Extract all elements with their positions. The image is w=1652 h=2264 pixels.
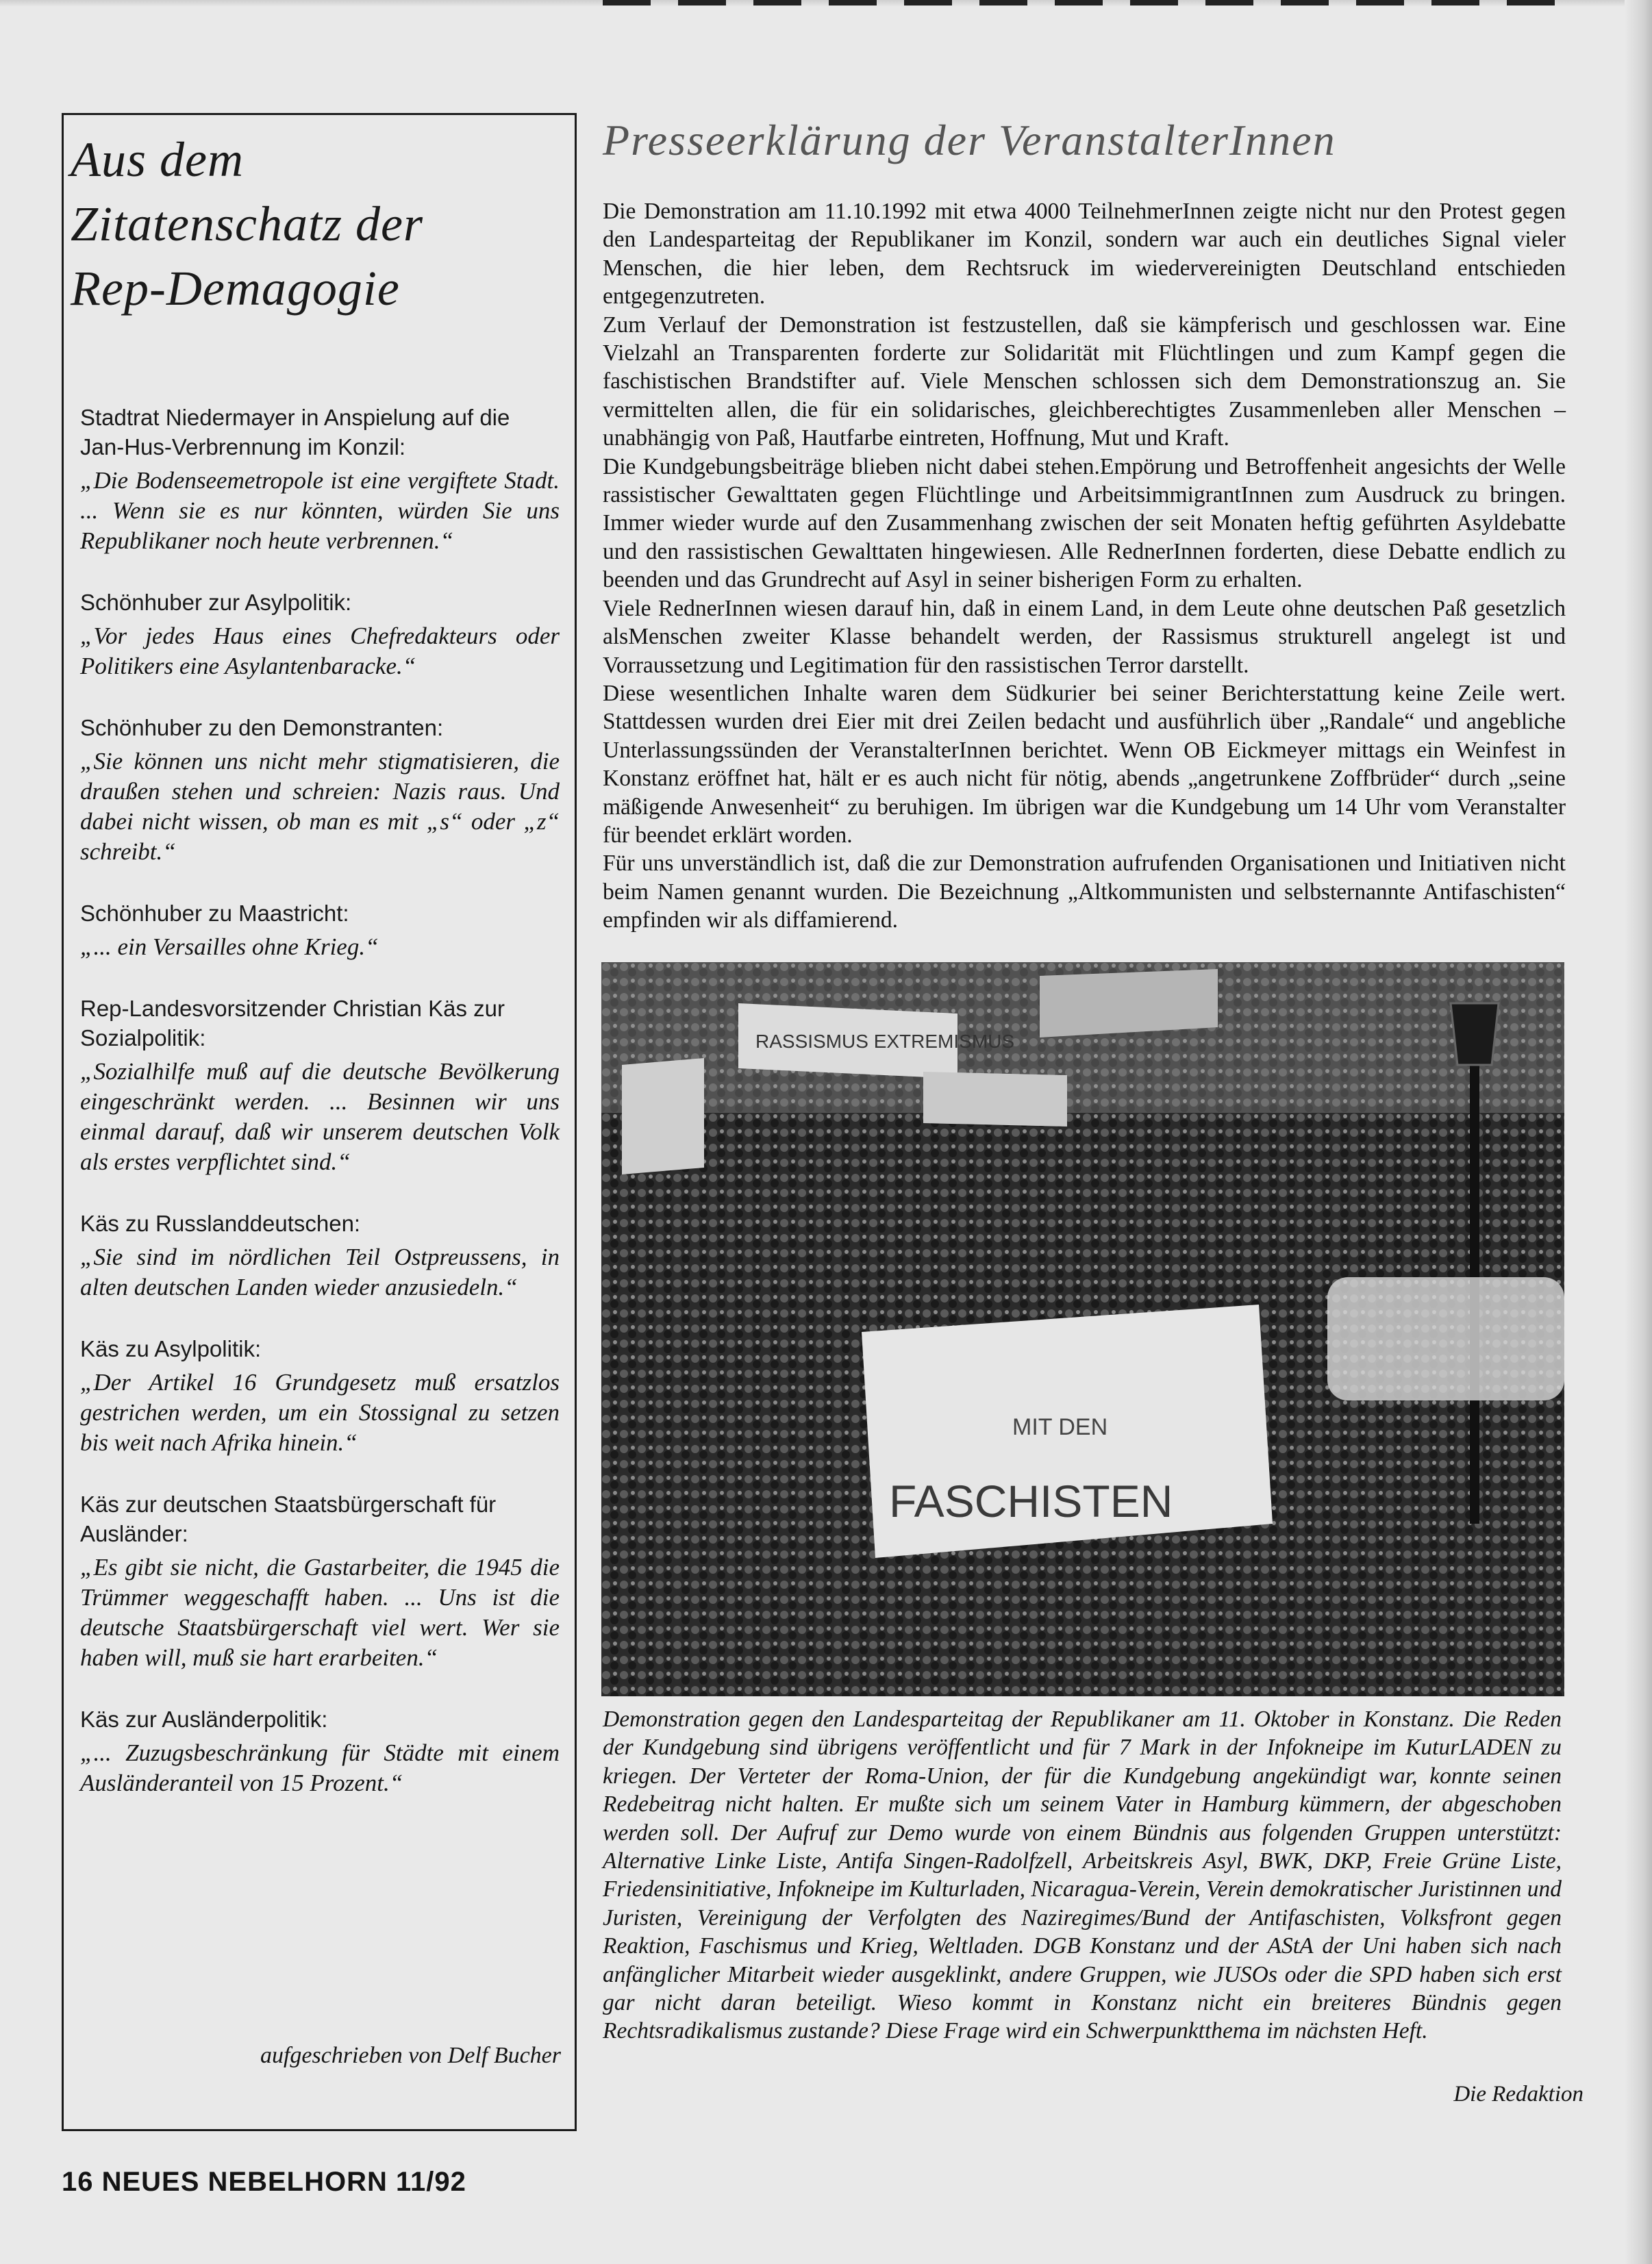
banner-text-top: RASSISMUS EXTREMISMUS — [755, 1031, 1015, 1052]
article-title: Presseerklärung der VeranstalterInnen — [603, 116, 1336, 164]
quote-box-byline: aufgeschrieben von Delf Bucher — [260, 2043, 561, 2068]
top-print-mark — [603, 0, 1562, 5]
quote-text: „Die Bodenseemetropole ist eine vergiftete Stadt. ... Wenn sie es nur könnten, würden Sie uns Republikaner noch heute verbrennen.“ — [80, 467, 560, 554]
article-paragraph: Zum Verlauf der Demonstration ist festzustellen, daß sie kämpferisch und geschlossen war. Eine Vielzahl an Transparenten forderte zur Solidarität mit Flüchtlingen und zum Kampf gegen die faschistischen Brandstifter auf. Viele Menschen schlossen sich dem Demonstrationszug an. Sie vermittelten allen, die für ein solidarisches, gleichberechtigtes Zusammenleben aller Menschen – unabhängig von Paß, Hautfarbe eintreten, Hoffnung, Mut und Kraft. — [603, 312, 1566, 451]
banner-main — [862, 1305, 1273, 1558]
article-body — [603, 197, 1566, 935]
quote-box — [62, 113, 577, 2131]
quote-intro: Schönhuber zu Maastricht: — [80, 901, 349, 926]
quote-entry — [80, 1334, 560, 1458]
quote-text: „... Zuzugsbeschränkung für Städte mit einem Ausländeranteil von 15 Prozent.“ — [80, 1739, 560, 1796]
quote-entry — [80, 713, 560, 867]
caption-signature: Die Redaktion — [1453, 2082, 1584, 2106]
quote-box-title-line: Zitatenschatz der — [71, 197, 423, 251]
quote-text: „Sie sind im nördlichen Teil Ostpreussens, in alten deutschen Landen wieder anzusiedeln.“ — [80, 1244, 560, 1300]
article-paragraph: Die Demonstration am 11.10.1992 mit etwa 4000 TeilnehmerInnen zeigte nicht nur den Protest gegen den Landesparteitag der Republikaner im Konzil, sondern war auch ein deutliches Signal vieler Menschen, die hier leben, dem Rechtsruck im wiedervereinigten Deutschland entschieden entgegenzutreten. — [603, 199, 1566, 310]
banner-mid — [923, 1072, 1067, 1127]
quote-text: „Sie können uns nicht mehr stigmatisieren, die draußen stehen und schreien: Nazis raus. Und dabei nicht wissen, ob man es mit „s“ oder „z“ schreibt.“ — [80, 748, 560, 865]
quote-box-title-line: Aus dem — [71, 132, 244, 187]
quote-intro: Stadtrat Niedermayer in Anspielung auf die Jan-Hus-Verbrennung im Konzil: — [80, 405, 510, 460]
quote-intro: Käs zur deutschen Staatsbürgerschaft für Ausländer: — [80, 1492, 497, 1546]
quote-entry — [80, 588, 560, 681]
quote-box-title-line: Rep-Demagogie — [71, 261, 400, 316]
quote-intro: Schönhuber zur Asylpolitik: — [80, 590, 352, 615]
quote-intro: Käs zur Ausländerpolitik: — [80, 1707, 328, 1732]
quote-text: „Sozialhilfe muß auf die deutsche Bevölkerung eingeschränkt werden. ... Besinnen wir uns einmal darauf, daß wir unserem deutschen Volk als erstes verpflichtet sind.“ — [80, 1058, 560, 1175]
quote-text: „Der Artikel 16 Grundgesetz muß ersatzlos gestrichen werden, um ein Stossignal zu setzen bis weit nach Afrika hinein.“ — [80, 1369, 560, 1456]
quote-intro: Käs zu Russlanddeutschen: — [80, 1211, 361, 1236]
quote-entry — [80, 1489, 560, 1673]
quote-list — [80, 403, 560, 1830]
quote-entry — [80, 403, 560, 556]
quote-intro: Rep-Landesvorsitzender Christian Käs zur Sozialpolitik: — [80, 996, 505, 1051]
banner-right-top — [1040, 969, 1218, 1037]
demonstration-photo — [601, 962, 1564, 1696]
banner-left — [622, 1058, 704, 1174]
car-roof — [1327, 1277, 1564, 1400]
quote-intro: Schönhuber zu den Demonstranten: — [80, 715, 444, 740]
article-paragraph: Diese wesentlichen Inhalte waren dem Südkurier bei seiner Berichterstattung keine Zeile wert. Stattdessen wurden drei Eier mit drei Zeilen bedacht und ausführlich über „Randale“ und angebliche Unterlassungssünden der VeranstalterInnen berichtet. Wenn OB Eickmeyer mittags ein Weinfest in Konstanz eröffnet hat, hält er es auch nicht für nötig, abends „angetrunkene Zoffbrüder“ durch „seine mäßigende Anwesenheit“ zu beruhigen. Im übrigen war die Kundgebung um 14 Uhr vom Veranstalter für beendet erklärt worden. — [603, 680, 1566, 848]
photo-caption: Demonstration gegen den Landesparteitag der Republikaner am 11. Oktober in Konstanz. Die Reden der Kundgebung sind übrigens veröffentlicht und für 7 Mark in der Infokneipe im KuturLADEN zu kriegen. Der Verteter der Roma-Union, der für die Kundgebung angekündigt war, konnte seinen Redebeitrag nicht halten. Er mußte sich um seinem Vater in Hamburg kümmern, der abgeschoben werden soll. Der Aufruf zur Demo wurde von einem Bündnis aus folgenden Gruppen unterstützt: Alternative Linke Liste, Antifa Singen-Radolfzell, Arbeitskreis Asyl, BWK, DKP, Freie Grüne Liste, Friedensinitiative, Infokneipe im Kulturladen, Nicaragua-Verein, Verein demokratischer Juristinnen und Juristen, Vereinigung der Verfolgten des Naziregimes/Bund der Antifaschisten, Volksfront gegen Reaktion, Faschismus und Krieg, Weltladen. DGB Konstanz und der AStA der Uni haben sich nach anfänglicher Mitarbeit wieder ausgeklinkt, andere Gruppen, wie JUSOs oder die SPD haben sich erst gar nicht daran beteiligt. Wieso kommt in Konstanz nicht ein breiteres Bündnis gegen Rechtsradikalismus zustande? Diese Frage wird ein Schwerpunktthema im nächsten Heft. — [603, 1707, 1562, 2044]
quote-entry — [80, 1705, 560, 1798]
page-right-edge — [1625, 0, 1652, 2264]
quote-box-title — [71, 127, 564, 320]
article-paragraph: Viele RednerInnen wiesen darauf hin, daß in einem Land, in dem Leute ohne deutschen Paß gesetzlich alsMenschen zweiter Klasse behandelt werden, der Rassismus strukturell angelegt ist und Vorraussetzung und Legitimation für den rassistischen Terror darstellt. — [603, 595, 1566, 678]
banner-text-mid: MIT DEN — [1012, 1414, 1108, 1440]
quote-entry — [80, 1209, 560, 1303]
quote-text: „... ein Versailles ohne Krieg.“ — [80, 933, 379, 960]
quote-text: „Vor jedes Haus eines Chefredakteurs oder Politikers eine Asylantenbaracke.“ — [80, 622, 560, 679]
quote-entry — [80, 898, 560, 962]
quote-entry — [80, 994, 560, 1177]
page-footer: 16 NEUES NEBELHORN 11/92 — [62, 2167, 466, 2197]
article-paragraph: Die Kundgebungsbeiträge blieben nicht dabei stehen.Empörung und Betroffenheit angesichts der Welle rassistischer Gewalttaten gegen Flüchtlinge und ArbeitsimmigrantInnen zum Ausdruck zu bringen. Immer wieder wurde auf den Zusammenhang zwischen der seit Monaten heftig geführten Asyldebatte und den rassistischen Gewalttaten hingewiesen. Alle RednerInnen forderten, diese Debatte endlich zu beenden und das Grundrecht auf Asyl in seiner bisherigen Form zu erhalten. — [603, 453, 1566, 593]
quote-intro: Käs zu Asylpolitik: — [80, 1336, 262, 1361]
banner-text-main: FASCHISTEN — [889, 1476, 1173, 1526]
article-paragraph: Für uns unverständlich ist, daß die zur Demonstration aufrufenden Organisationen und Initiativen nicht beim Namen genannt wurden. Die Bezeichnung „Altkommunisten und selbsternannte Antifaschisten“ empfinden wir als diffamierend. — [603, 851, 1566, 933]
photo-illustration — [601, 962, 1564, 1696]
quote-text: „Es gibt sie nicht, die Gastarbeiter, die 1945 die Trümmer weggeschafft haben. ... Uns ist die deutsche Staatsbürgerschaft viel wert. Wer sie haben will, muß sie hart erarbeiten.“ — [80, 1554, 560, 1671]
